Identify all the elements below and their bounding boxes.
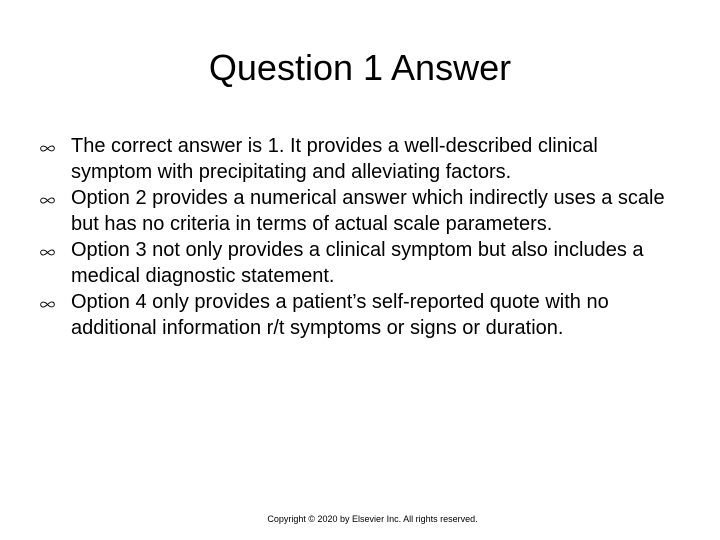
infinity-bullet-icon (40, 197, 55, 204)
bullet-item (40, 237, 680, 289)
copyright-footer: Copyright © 2020 by Elsevier Inc. All rights reserved. (267, 514, 478, 524)
infinity-bullet-icon (40, 249, 55, 256)
bullet-text: The correct answer is 1. It provides a well-described clinical symptom with precipitating and alleviating factors. (71, 135, 598, 183)
bullet-text: Option 3 not only provides a clinical symptom but also includes a medical diagnostic statement. (71, 239, 644, 287)
bullet-text: Option 2 provides a numerical answer which indirectly uses a scale but has no criteria in terms of actual scale parameters. (71, 187, 665, 235)
bullet-item (40, 133, 680, 185)
bullet-item (40, 289, 680, 341)
infinity-bullet-icon (40, 145, 55, 152)
slide-title: Question 1 Answer (208, 47, 512, 88)
bullet-list (40, 133, 680, 341)
bullet-text: Option 4 only provides a patient’s self-reported quote with no additional information r/t symptoms or signs or duration. (71, 291, 609, 339)
bullet-item (40, 185, 680, 237)
infinity-bullet-icon (40, 301, 55, 308)
